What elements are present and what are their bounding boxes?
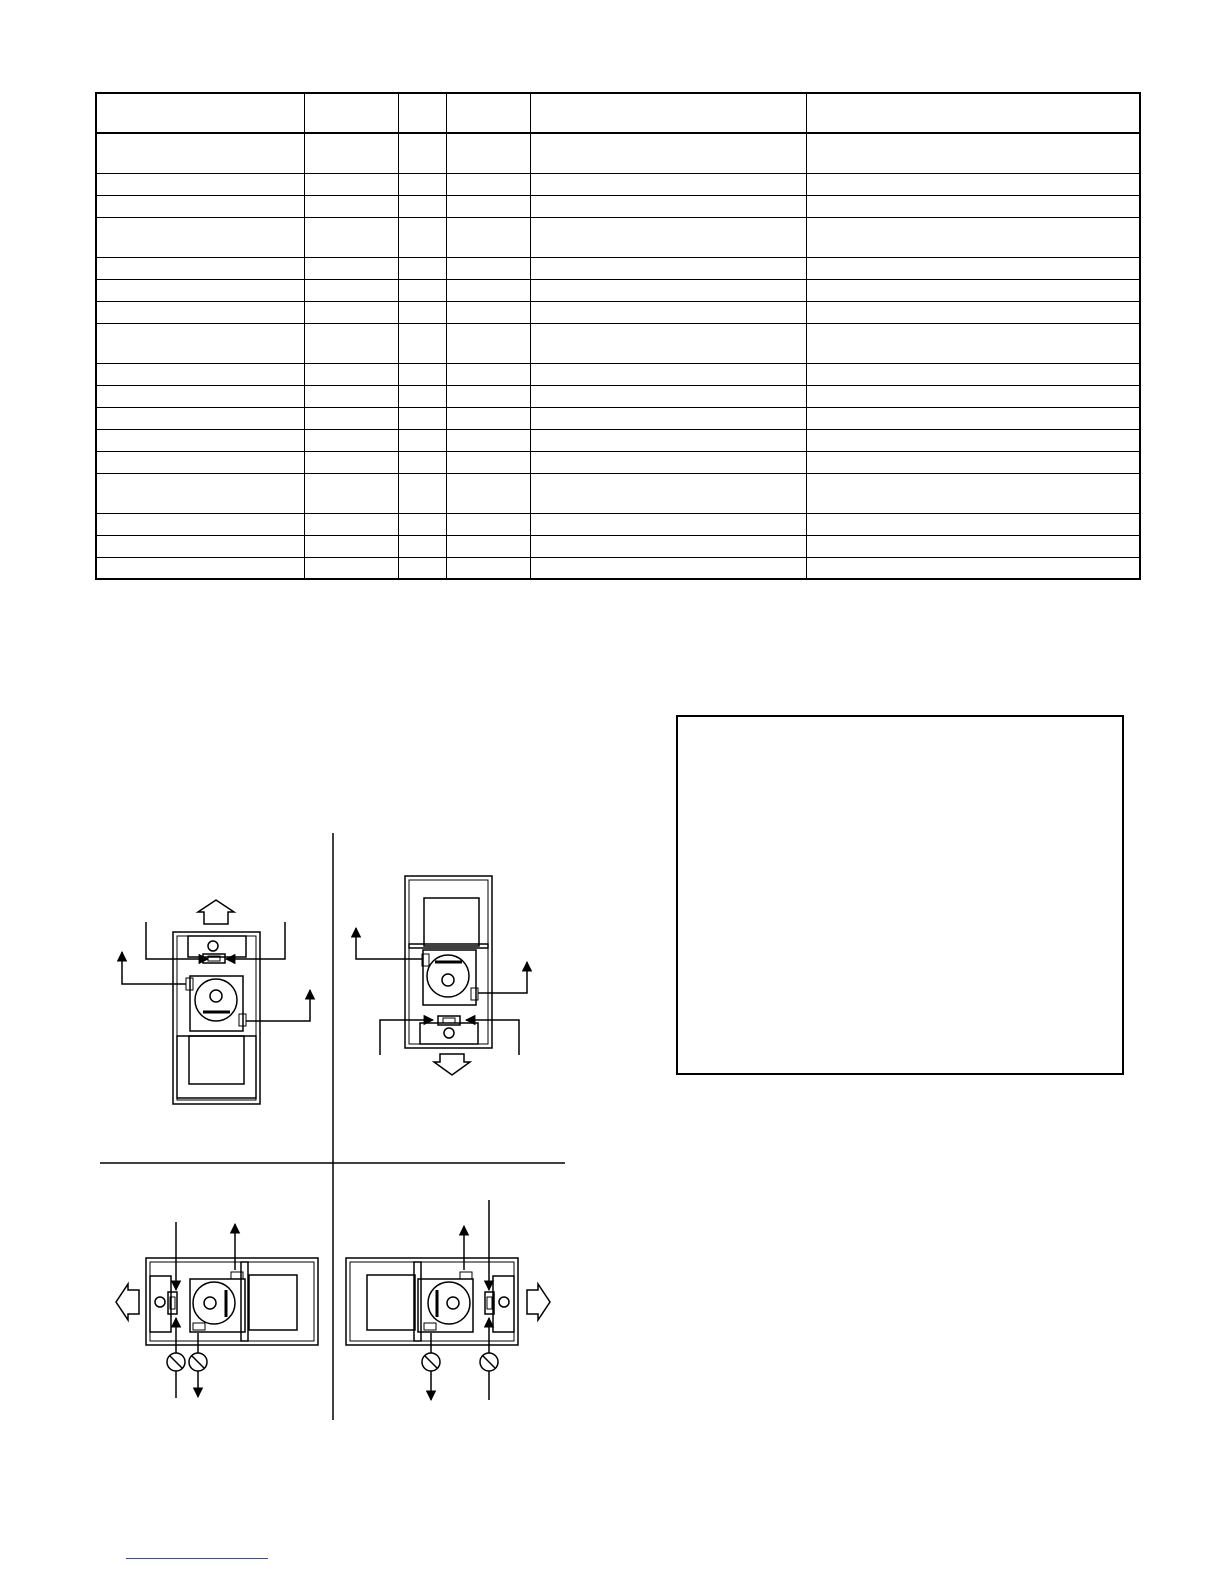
no-entry-icon (167, 1353, 185, 1371)
arrow-outline-icon (434, 1054, 470, 1075)
no-entry-icon (189, 1353, 207, 1371)
no-entry-icon (422, 1353, 440, 1371)
arrow-outline-icon (116, 1284, 139, 1320)
panel-mount-right (346, 1200, 550, 1400)
panel-mount-left (116, 1222, 318, 1398)
no-entry-icon (480, 1353, 498, 1371)
panel-mount-bottom (356, 876, 527, 1075)
footer-link-underline[interactable] (126, 1558, 268, 1559)
flow-arrow-icon (356, 928, 527, 1055)
flow-arrow-icon (122, 922, 310, 1021)
flow-arrow-icon (431, 1200, 489, 1400)
arrow-outline-icon (527, 1284, 550, 1320)
panel-mount-top (122, 900, 310, 1104)
arrow-outline-icon (198, 900, 234, 924)
